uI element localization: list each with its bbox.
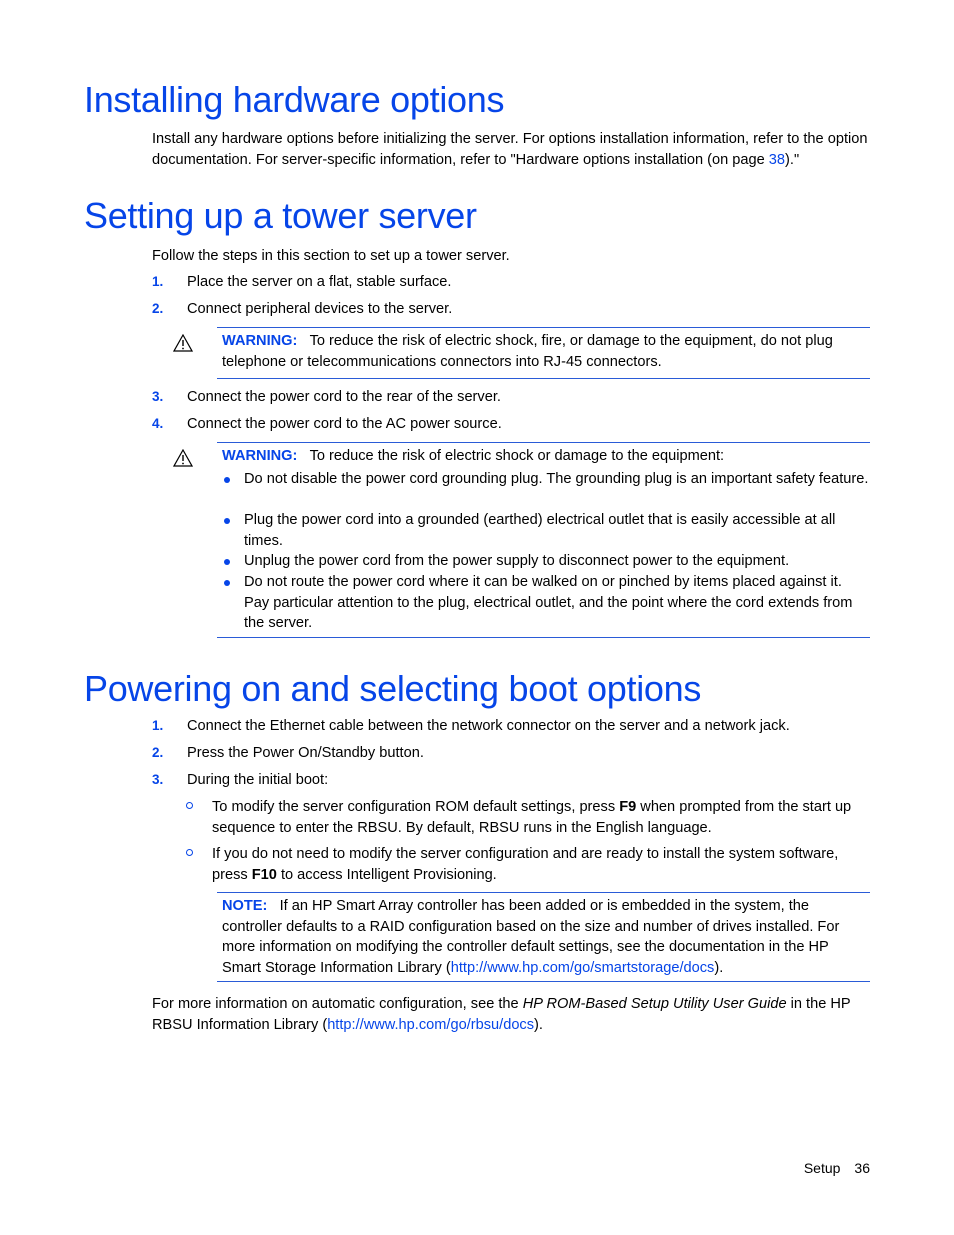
step-number: 4. xyxy=(152,416,164,431)
step-text: Connect peripheral devices to the server. xyxy=(187,301,453,317)
footer-section: Setup xyxy=(803,1160,841,1176)
note-top-rule xyxy=(217,892,870,893)
installing-body xyxy=(152,129,872,170)
warning-label: WARNING: xyxy=(222,448,298,464)
bullet-text: Plug the power cord into a grounded (earthed) electrical outlet that is easily accessible at all times. xyxy=(244,512,836,549)
step-text: Connect the Ethernet cable between the network connector on the server and a network jack. xyxy=(187,718,790,734)
step-text: Connect the power cord to the rear of the server. xyxy=(187,389,501,405)
sub-bullet-circle xyxy=(186,802,193,809)
page-number: 36 xyxy=(854,1160,870,1176)
step-text: Connect the power cord to the AC power source. xyxy=(187,416,502,432)
closing-pre: For more information on automatic configuration, see the xyxy=(152,996,523,1012)
step-number: 3. xyxy=(152,772,164,787)
bullet-dot xyxy=(224,580,230,586)
step-number: 2. xyxy=(152,301,164,316)
warning-triangle-icon xyxy=(173,334,193,352)
installing-body-end: )." xyxy=(785,151,800,168)
page-38-link[interactable]: 38 xyxy=(768,151,786,168)
warning-2-top-rule xyxy=(217,442,870,443)
step-number: 3. xyxy=(152,389,164,404)
closing-paragraph xyxy=(152,994,872,1035)
bullet-dot xyxy=(224,518,230,524)
key-f10: F10 xyxy=(251,866,277,883)
sub-item-text xyxy=(212,844,872,885)
heading-setting-up-tower-server: Setting up a tower server xyxy=(84,195,477,236)
bullet-text: Do not disable the power cord grounding plug. The grounding plug is an important safety feature. xyxy=(244,471,869,487)
step-text: During the initial boot: xyxy=(187,772,329,788)
note-body-end: ). xyxy=(714,959,724,976)
heading-installing-hardware-options: Installing hardware options xyxy=(84,79,505,120)
warning-2-text xyxy=(222,446,870,467)
key-f9: F9 xyxy=(619,799,637,815)
warning-2-bottom-rule xyxy=(217,637,870,638)
warning-1-body: To reduce the risk of electric shock, fire, or damage to the equipment, do not plug telephone or telecommunications connectors into RJ-45 connectors. xyxy=(222,333,833,370)
step-number: 1. xyxy=(152,274,164,289)
warning-2-body: To reduce the risk of electric shock or damage to the equipment: xyxy=(309,448,725,464)
sub-text-pre: To modify the server configuration ROM default settings, press xyxy=(212,799,620,815)
sub-bullet-circle xyxy=(186,849,193,856)
rbsu-docs-link[interactable]: http://www.hp.com/go/rbsu/docs xyxy=(327,1016,535,1033)
warning-1-top-rule xyxy=(217,327,870,328)
step-number: 2. xyxy=(152,745,164,760)
sub-text-pre: If you do not need to modify the server configuration and are ready to install the system software, press xyxy=(212,846,839,883)
note-bottom-rule xyxy=(217,981,870,982)
bullet-dot xyxy=(224,559,230,565)
sub-text-post: to access Intelligent Provisioning. xyxy=(276,866,497,883)
closing-end: ). xyxy=(534,1016,543,1033)
tower-intro: Follow the steps in this section to set up a tower server. xyxy=(152,248,510,264)
closing-mid: in the HP RBSU Information Library ( xyxy=(152,996,851,1033)
installing-body-text: Install any hardware options before initializing the server. For options installation information, refer to the option documentation. For server-specific information, refer to "Hardware options installation (on page xyxy=(152,131,868,168)
step-number: 1. xyxy=(152,718,164,733)
bullet-text: Do not route the power cord where it can be walked on or pinched by items placed against it. Pay particular attention to the plug, electrical outlet, and the point where the cord extends from the server. xyxy=(244,574,853,631)
heading-powering-on-boot-options: Powering on and selecting boot options xyxy=(84,668,702,709)
warning-1-bottom-rule xyxy=(217,378,870,379)
smartstorage-docs-link[interactable]: http://www.hp.com/go/smartstorage/docs xyxy=(450,959,715,976)
bullet-text: Unplug the power cord from the power supply to disconnect power to the equipment. xyxy=(244,553,790,569)
step-text: Press the Power On/Standby button. xyxy=(187,745,424,761)
sub-text-post: when prompted from the start up sequence to enter the RBSU. By default, RBSU runs in the English language. xyxy=(212,799,852,836)
bullet-dot xyxy=(224,477,230,483)
warning-label: WARNING: xyxy=(222,333,298,349)
note-text xyxy=(222,896,870,978)
sub-item-text xyxy=(212,797,872,838)
step-text: Place the server on a flat, stable surface. xyxy=(187,274,452,290)
note-label: NOTE: xyxy=(222,898,268,914)
guide-title: HP ROM-Based Setup Utility User Guide xyxy=(522,996,787,1012)
note-body: If an HP Smart Array controller has been added or is embedded in the system, the controller defaults to a RAID configuration based on the size and number of drives installed. For more information on modifying the controller default settings, see the documentation in the HP Smart Storage Information Library ( xyxy=(222,898,840,976)
page-footer xyxy=(804,1158,870,1179)
warning-triangle-icon xyxy=(173,449,193,467)
warning-1-text xyxy=(222,331,870,372)
